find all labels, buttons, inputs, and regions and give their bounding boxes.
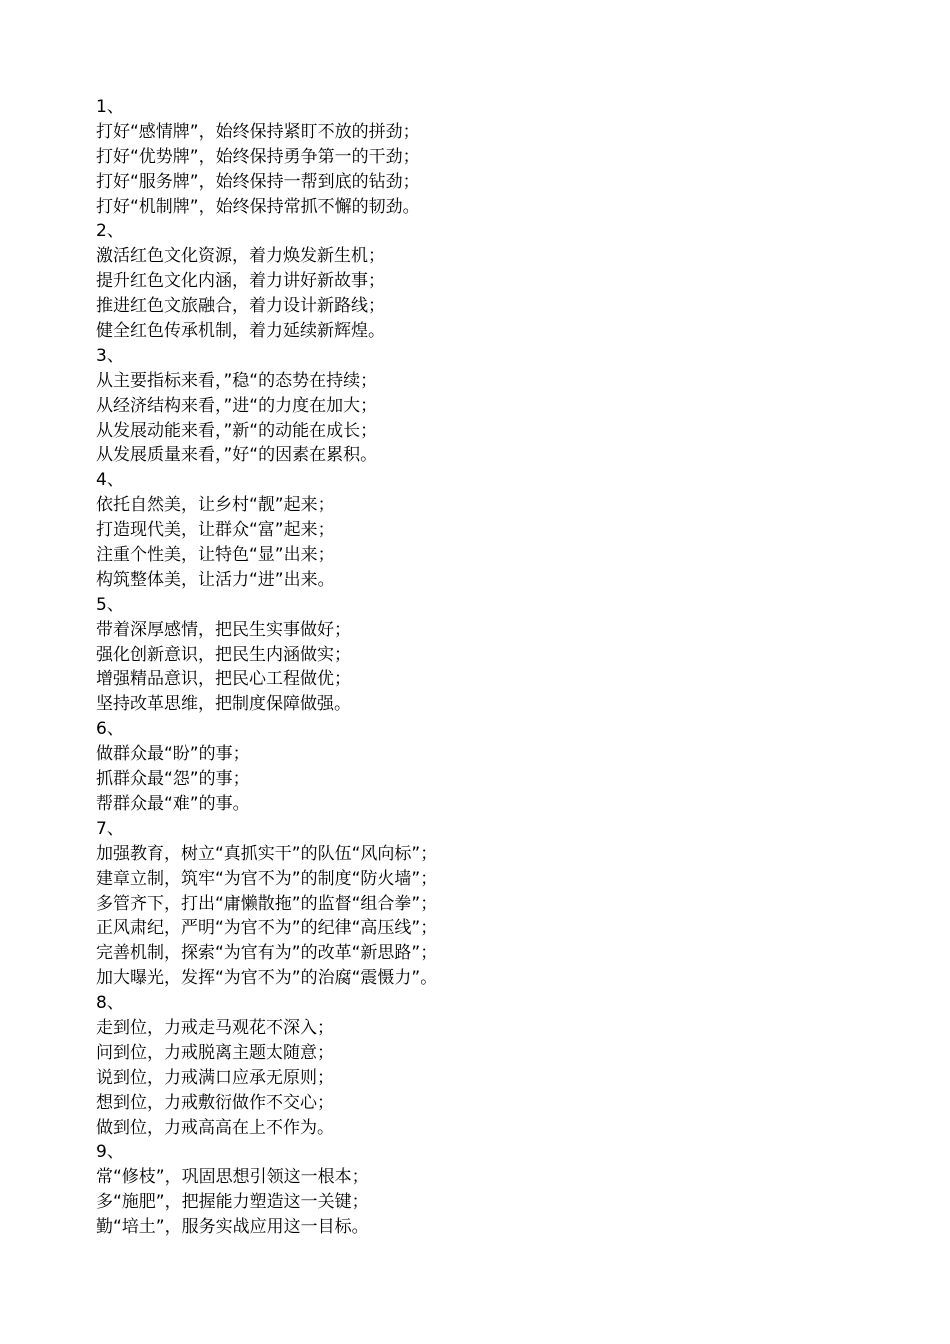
text-line: 建章立制，筑牢“为官不为”的制度“防火墙”；	[96, 868, 438, 889]
section-number: 1、	[96, 97, 124, 117]
text-line: 想到位，力戒敷衍做作不交心；	[96, 1092, 334, 1113]
section-number: 2、	[96, 221, 124, 242]
text-line: 依托自然美，让乡村“靓”起来；	[96, 495, 335, 516]
text-line: 正风肃纪，严明“为官不为”的纪律“高压线”；	[96, 918, 438, 939]
text-line: 勤“培土”，服务实战应用这一目标。	[96, 1217, 369, 1238]
text-line: 多管齐下，打出“庸懒散拖”的监督“组合拳”；	[96, 893, 438, 914]
text-line: 强化创新意识，把民生内涵做实；	[96, 644, 351, 665]
text-line: 做群众最“盼”的事；	[96, 744, 250, 765]
section-number: 9、	[96, 1142, 124, 1163]
text-line: 走到位，力戒走马观花不深入；	[96, 1017, 334, 1038]
text-line: 问到位，力戒脱离主题太随意；	[96, 1042, 334, 1063]
text-line: 提升红色文化内涵，着力讲好新故事；	[96, 271, 385, 292]
section-number: 8、	[96, 993, 124, 1014]
text-line: 说到位，力戒满口应承无原则；	[96, 1067, 334, 1088]
text-line: 从经济结构来看，”进“的力度在加大；	[96, 395, 378, 416]
text-line: 加强教育，树立“真抓实干”的队伍“风向标”；	[96, 843, 438, 864]
text-line: 完善机制，探索“为官有为”的改革“新思路”；	[96, 943, 438, 964]
section-number: 5、	[96, 594, 124, 615]
text-line: 推进红色文旅融合，着力设计新路线；	[96, 296, 385, 317]
text-line: 打好“机制牌”，始终保持常抓不懈的韧劲。	[96, 196, 420, 217]
text-line: 从发展动能来看，”新“的动能在成长；	[96, 420, 378, 441]
text-line: 常“修枝”，巩固思想引领这一根本；	[96, 1167, 369, 1188]
section-number: 4、	[96, 470, 124, 491]
section-number: 6、	[96, 719, 124, 740]
text-line: 加大曝光，发挥“为官不为”的治腐“震慑力”。	[96, 968, 438, 989]
text-line: 打好“服务牌”，始终保持一帮到底的钻劲；	[96, 171, 420, 192]
text-line: 多“施肥”，把握能力塑造这一关键；	[96, 1192, 369, 1213]
text-line: 打造现代美，让群众“富”起来；	[96, 520, 335, 541]
text-line: 坚持改革思维，把制度保障做强。	[96, 694, 351, 715]
text-line: 激活红色文化资源，着力焕发新生机；	[96, 246, 385, 267]
text-line: 帮群众最“难”的事。	[96, 793, 250, 814]
text-line: 增强精品意识，把民心工程做优；	[96, 669, 351, 690]
text-line: 注重个性美，让特色“显”出来；	[96, 545, 335, 566]
section-number: 3、	[96, 345, 124, 366]
text-line: 打好“优势牌”，始终保持勇争第一的干劲；	[96, 146, 420, 167]
document-content	[96, 95, 896, 1240]
text-line: 构筑整体美，让活力“进”出来。	[96, 569, 335, 590]
section-number: 7、	[96, 818, 124, 839]
text-line: 带着深厚感情，把民生实事做好；	[96, 619, 351, 640]
text-line: 从发展质量来看，”好“的因素在累积。	[96, 445, 378, 466]
text-line: 打好“感情牌”，始终保持紧盯不放的拼劲；	[96, 121, 420, 142]
text-line: 做到位，力戒高高在上不作为。	[96, 1117, 334, 1138]
text-line: 从主要指标来看，”稳“的态势在持续；	[96, 370, 378, 391]
text-line: 健全红色传承机制，着力延续新辉煌。	[96, 321, 385, 342]
text-line: 抓群众最“怨”的事；	[96, 769, 250, 790]
